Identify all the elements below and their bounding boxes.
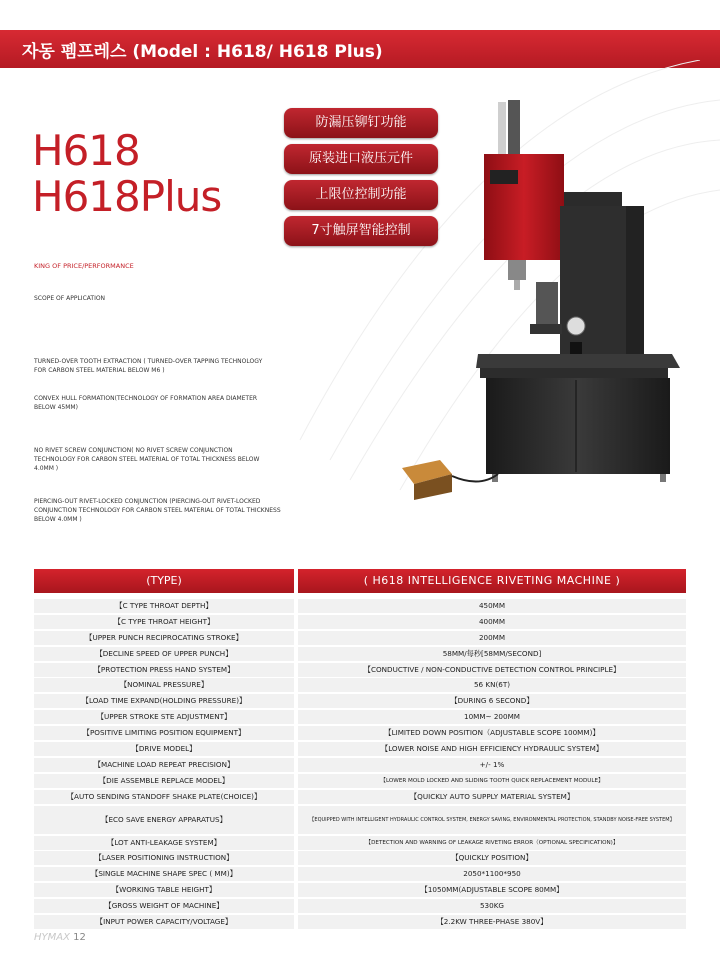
spec-value: 58MM/每秒[58MM/SECOND] xyxy=(298,647,686,661)
spec-value: +/- 1% xyxy=(298,758,686,772)
table-row xyxy=(34,790,686,806)
table-row xyxy=(34,726,686,742)
spec-label: 【LOT ANTI-LEAKAGE SYSTEM】 xyxy=(34,836,294,850)
spec-label: 【C TYPE THROAT DEPTH】 xyxy=(34,599,294,613)
spec-table-header xyxy=(34,569,686,593)
table-row xyxy=(34,615,686,631)
table-row xyxy=(34,663,686,679)
application-item: CONVEX HULL FORMATION(TECHNOLOGY OF FORMATION AREA DIAMETER BELOW 45MM) xyxy=(34,395,258,411)
feature-badge: 7寸触屏智能控制 xyxy=(284,216,438,246)
spec-value: 【1050MM(ADJUSTABLE SCOPE 80MM】 xyxy=(298,883,686,897)
spec-label: 【MACHINE LOAD REPEAT PRECISION】 xyxy=(34,758,294,772)
spec-label: 【INPUT POWER CAPACITY/VOLTAGE】 xyxy=(34,915,294,929)
spec-value: 【QUICKLY POSITION】 xyxy=(298,851,686,865)
type-column-header: (TYPE) xyxy=(34,569,294,593)
application-item: NO RIVET SCREW CONJUNCTION( NO RIVET SCREW CONJUNCTION TECHNOLOGY FOR CARBON STEEL MATERIAL OF TOTAL THICKNESS BELOW 4.0MM ) xyxy=(34,447,260,472)
table-row xyxy=(34,710,686,726)
spec-rows xyxy=(34,599,686,931)
spec-table xyxy=(34,569,686,931)
spec-value: 10MM~ 200MM xyxy=(298,710,686,724)
spec-value: 【CONDUCTIVE / NON-CONDUCTIVE DETECTION CONTROL PRINCIPLE】 xyxy=(298,663,686,677)
spec-label: 【ECO SAVE ENERGY APPARATUS】 xyxy=(34,806,294,834)
model-title-h618: H618 xyxy=(32,126,140,175)
spec-value: 200MM xyxy=(298,631,686,645)
table-row xyxy=(34,836,686,852)
spec-label: 【NOMINAL PRESSURE】 xyxy=(34,678,294,692)
spec-value: 【EQUIPPED WITH INTELLIGENT HYDRAULIC CONTROL SYSTEM, ENERGY SAVING, ENVIRONMENTAL PROTECTION, STANDBY NOISE-FREE SYSTEM】 xyxy=(298,806,686,834)
spec-label: 【GROSS WEIGHT OF MACHINE】 xyxy=(34,899,294,913)
table-row xyxy=(34,806,686,836)
table-row xyxy=(34,915,686,931)
spec-label: 【UPPER PUNCH RECIPROCATING STROKE】 xyxy=(34,631,294,645)
page-number: 12 xyxy=(73,932,86,943)
table-row xyxy=(34,599,686,615)
feature-badge: 上限位控制功能 xyxy=(284,180,438,210)
feature-badge: 防漏压铆钉功能 xyxy=(284,108,438,138)
spec-label: 【DECLINE SPEED OF UPPER PUNCH】 xyxy=(34,647,294,661)
application-item: TURNED-OVER TOOTH EXTRACTION ( TURNED-OVER TAPPING TECHNOLOGY FOR CARBON STEEL MATERIAL BELOW M6 ) xyxy=(34,358,263,374)
application-item: PIERCING-OUT RIVET-LOCKED CONJUNCTION (PIERCING-OUT RIVET-LOCKED CONJUNCTION TECHNOLOGY FOR CARBON STEEL MATERIAL OF TOTAL THICKNESS BELOW 4.0MM ) xyxy=(34,498,281,523)
spec-value: 【DURING 6 SECOND】 xyxy=(298,694,686,708)
model-title-h618plus: H618Plus xyxy=(32,172,222,221)
spec-value: 【QUICKLY AUTO SUPPLY MATERIAL SYSTEM】 xyxy=(298,790,686,804)
spec-label: 【C TYPE THROAT HEIGHT】 xyxy=(34,615,294,629)
table-row xyxy=(34,742,686,758)
spec-value: 【LOWER NOISE AND HIGH EFFICIENCY HYDRAULIC SYSTEM】 xyxy=(298,742,686,756)
spec-value: 56 KN(6T) xyxy=(298,678,686,692)
table-row xyxy=(34,758,686,774)
spec-label: 【PROTECTION PRESS HAND SYSTEM】 xyxy=(34,663,294,677)
table-row xyxy=(34,883,686,899)
spec-label: 【WORKING TABLE HEIGHT】 xyxy=(34,883,294,897)
spec-label: 【LASER POSITIONING INSTRUCTION】 xyxy=(34,851,294,865)
spec-value: 450MM xyxy=(298,599,686,613)
spec-value: 【LIMITED DOWN POSITION（ADJUSTABLE SCOPE 100MM)】 xyxy=(298,726,686,740)
spec-value: 【LOWER MOLD LOCKED AND SLIDING TOOTH QUICK REPLACEMENT MODULE】 xyxy=(298,774,686,788)
table-row xyxy=(34,678,686,694)
footer-brand: HYMAX xyxy=(34,932,70,943)
footer xyxy=(34,932,86,943)
spec-label: 【UPPER STROKE STE ADJUSTMENT】 xyxy=(34,710,294,724)
spec-label: 【SINGLE MACHINE SHAPE SPEC ( MM)】 xyxy=(34,867,294,881)
tagline: KING OF PRICE/PERFORMANCE xyxy=(34,262,134,270)
spec-label: 【AUTO SENDING STANDOFF SHAKE PLATE(CHOICE)】 xyxy=(34,790,294,804)
spec-label: 【DIE ASSEMBLE REPLACE MODEL】 xyxy=(34,774,294,788)
table-row xyxy=(34,631,686,647)
table-row xyxy=(34,774,686,790)
table-row xyxy=(34,867,686,883)
model-column-header: ( H618 INTELLIGENCE RIVETING MACHINE ) xyxy=(298,569,686,593)
table-row xyxy=(34,647,686,663)
spec-value: 530KG xyxy=(298,899,686,913)
spec-value: 2050*1100*950 xyxy=(298,867,686,881)
table-row xyxy=(34,851,686,867)
spec-label: 【LOAD TIME EXPAND(HOLDING PRESSURE)】 xyxy=(34,694,294,708)
scope-label: SCOPE OF APPLICATION xyxy=(34,295,106,302)
spec-value: 【DETECTION AND WARNING OF LEAKAGE RIVETING ERROR（OPTIONAL SPECIFICATION)】 xyxy=(298,836,686,850)
page-title: 자동 펨프레스 (Model : H618/ H618 Plus) xyxy=(22,42,383,62)
riveting-machine-image xyxy=(380,96,700,506)
table-row xyxy=(34,899,686,915)
spec-value: 400MM xyxy=(298,615,686,629)
feature-badge: 原装进口液压元件 xyxy=(284,144,438,174)
spec-value: 【2.2KW THREE-PHASE 380V】 xyxy=(298,915,686,929)
table-row xyxy=(34,694,686,710)
spec-label: 【POSITIVE LIMITING POSITION EQUIPMENT】 xyxy=(34,726,294,740)
spec-label: 【DRIVE MODEL】 xyxy=(34,742,294,756)
